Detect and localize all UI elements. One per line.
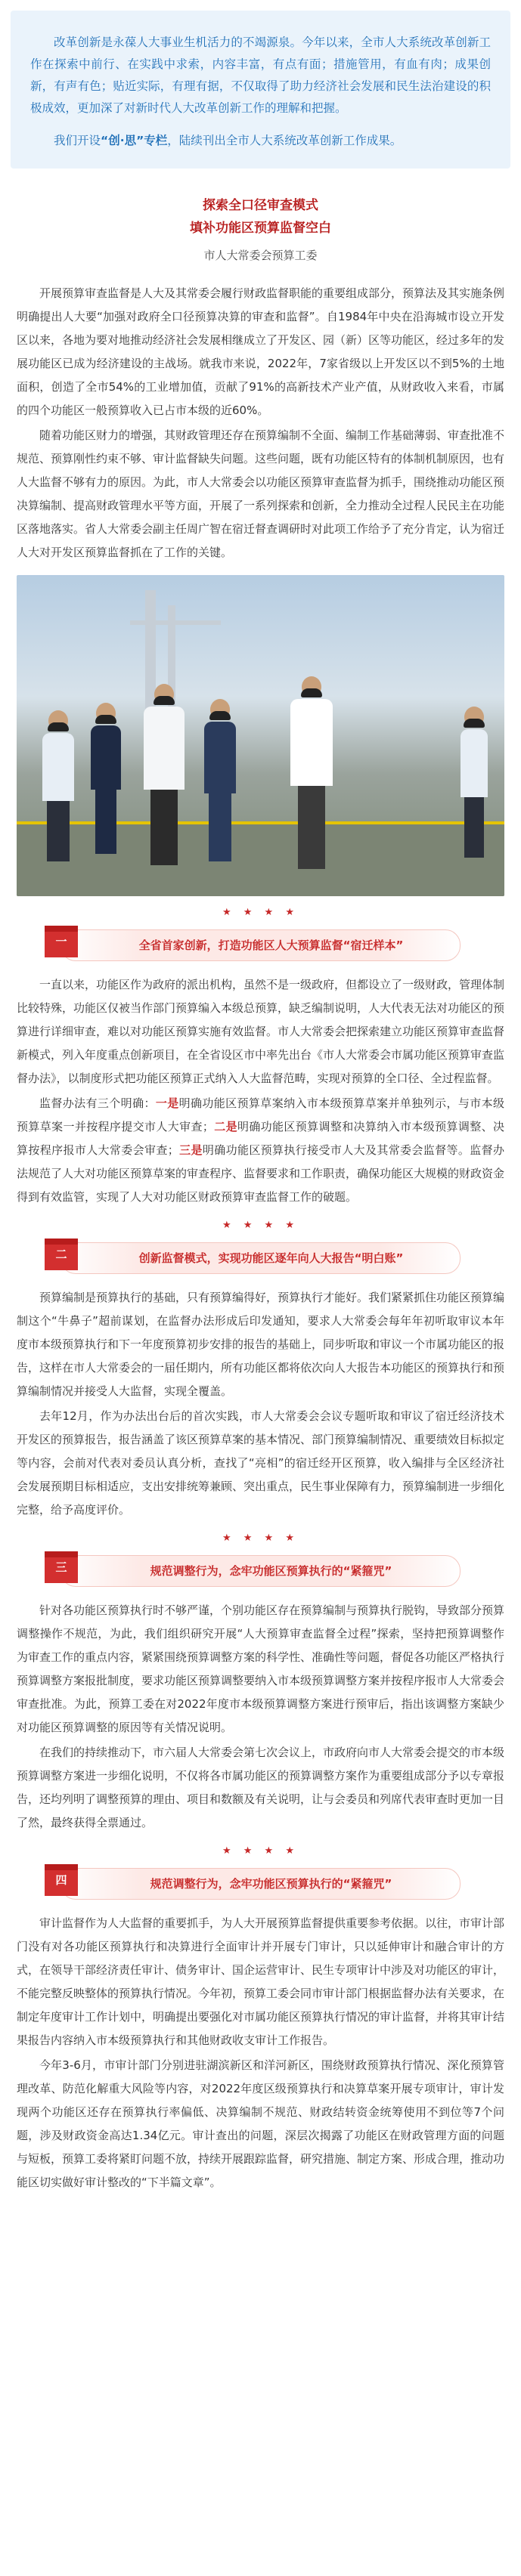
section-body-2 bbox=[0, 1286, 521, 1522]
section1-paragraph-2 bbox=[17, 1092, 504, 1209]
intro-note-suffix: ，陆续刊出全市人大系统改革创新工作成果。 bbox=[167, 134, 402, 147]
section-number-1: 一 bbox=[55, 935, 67, 948]
section-banner-2 bbox=[55, 1242, 461, 1274]
divider-stars: ★ ★ ★ ★ bbox=[222, 1220, 299, 1231]
section-body-3 bbox=[0, 1599, 521, 1835]
section4-paragraph-1: 审计监督作为人大监督的重要抓手，为人大开展预算监督提供重要参考依据。以往，市审计部门没有对各功能区预算执行和决算进行全面审计并开展专门审计，只以延伸审计和融合审计的方式，在领导干部经济责任审计、债务审计、国企运营审计、民生专项审计中涉及对功能区的审计，不能完整反映整体的预算执行情况。今年初，预算工委会同市审计部门根据监督办法有关要求，在制定年度审计工作计划中，明确提出要强化对市属功能区预算执行情况的审计监督，并将其审计结果报告内容纳入市本级预算执行和其他财政收支审计工作报告。 bbox=[17, 1916, 505, 2047]
lead-paragraph-1: 开展预算审查监督是人大及其常委会履行财政监督职能的重要组成部分，预算法及其实施条例明确提出人大要“加强对政府全口径预算决算的审查和监督”。自1984年中央在沿海城市设立开发区以来，各地为要对地推动经济社会发展相继成立了开发区、园（新）区等功能区，经过多年的发展功能区已成为经济建设的主战场。就我市来说，2022年，7家省级以上开发区以不到5%的土地面积，创造了全市54%的工业增加值，贡献了91%的高新技术产业产值，从财政收入来看，市属的四个功能区一般预算收入已占市本级的近60%。 bbox=[17, 286, 505, 417]
section-banner-3 bbox=[55, 1555, 461, 1587]
section-number-4: 四 bbox=[55, 1873, 67, 1887]
section1-paragraph-1: 一直以来，功能区作为政府的派出机构，虽然不是一级政府，但都设立了一级财政，管理体制比较特殊，功能区仅被当作部门预算编入本级总预算，缺乏编制说明，人大代表无法对功能区的预算进行详细审查，难以对功能区预算实施有效监督。市人大常委会把探索建立功能区预算审查监督新模式，列入年度重点创新项目，在全省设区市中率先出台《市人大常委会市属功能区预算审查监督办法》，以制度形式把功能区预算正式纳入人大监督范畴，实现对预算的全口径、全过程监督。 bbox=[17, 978, 505, 1085]
background-crane-icon bbox=[130, 620, 221, 625]
section4-paragraph-2: 今年3-6月，市审计部门分别进驻湖滨新区和洋河新区，围绕财政预算执行情况、深化预算管理改革、防范化解重大风险等内容，对2022年度区级预算执行和决算草案开展专项审计，审计发现两个功能区还存在预算执行率偏低、决算编制不规范、财政结转资金统筹使用不到位等7个问题，涉及财政资金高达1.34亿元。审计查出的问题，深层次揭露了功能区在财政管理方面的问题与短板，预算工委将紧盯问题不放，持续开展跟踪监督，研究措施、制定方案、形成合理，推动功能区切实做好审计整改的“下半篇文章”。 bbox=[17, 2058, 505, 2189]
section-heading-1: 全省首家创新，打造功能区人大预算监督“宿迁样本” bbox=[138, 939, 404, 952]
article-department: 市人大常委会预算工委 bbox=[203, 249, 318, 262]
flag-badge-icon bbox=[45, 1239, 82, 1278]
intro-column-note bbox=[30, 130, 491, 152]
person-figure-icon bbox=[289, 688, 334, 869]
point-one-text: 明确功能区预算草案纳入市本级预算草案并单独列示，与市本级预算草案一并按程序提交市人大审查； bbox=[17, 1096, 504, 1133]
divider-stars: ★ ★ ★ ★ bbox=[222, 907, 299, 918]
point-two-label: 二是 bbox=[213, 1120, 237, 1133]
person-figure-icon bbox=[88, 715, 123, 854]
section2-paragraph-1: 预算编制是预算执行的基础，只有预算编得好，预算执行才能好。我们紧紧抓住功能区预算编制这个“牛鼻子”超前谋划，在监督办法形成后印发通知，要求人大常委会每年年初听取审议本年度市本级预算执行和下一年度预算初步安排的报告的基础上，同步听取和审议一个市属功能区的报告，这样在市人大常委会的一届任期内，所有功能区都将依次向人大报告本功能区的预算执行和预算编制情况并接受人大监督，实现全覆盖。 bbox=[17, 1291, 505, 1398]
point-one-label: 一是 bbox=[155, 1096, 179, 1110]
person-figure-icon bbox=[202, 711, 238, 861]
section-body-1 bbox=[0, 973, 521, 1209]
person-figure-icon bbox=[39, 722, 77, 861]
intro-paragraph: 改革创新是永葆人大事业生机活力的不竭源泉。今年以来，全市人大系统改革创新工作在探索中前行、在实践中求索，内容丰富，有点有面；措施管用，有血有肉；成果创新，有声有色；贴近实际，有理有据，不仅取得了助力经济社会发展和民生法治建设的积极成效，更加深了对新时代人大改革创新工作的理解和把握。 bbox=[30, 36, 491, 115]
article-lead bbox=[0, 282, 521, 564]
section-heading-3: 规范调整行为，念牢功能区预算执行的“紧箍咒” bbox=[150, 1564, 392, 1578]
section-number-3: 三 bbox=[55, 1560, 67, 1574]
point-three-label: 三是 bbox=[178, 1143, 203, 1157]
flag-badge-icon bbox=[45, 1551, 82, 1591]
flag-badge-icon bbox=[45, 926, 82, 965]
person-figure-icon bbox=[141, 696, 187, 865]
section1-para2-lead: 监督办法有三个明确： bbox=[39, 1096, 156, 1110]
point-three-text: 明确功能区预算执行接受市人大及其常委会监督等。监督办法规范了人大对功能区预算草案的审查程序、监督要求和工作职责，确保功能区大规模的财政资金得到有效监管，实现了人大对功能区财政预算审查监督工作的破题。 bbox=[17, 1143, 505, 1204]
section-number-2: 二 bbox=[55, 1248, 67, 1261]
intro-note-prefix: 我们开设 bbox=[54, 134, 101, 147]
flag-badge-icon bbox=[45, 1864, 82, 1903]
article-title-block bbox=[0, 194, 521, 265]
section2-paragraph-2: 去年12月，作为办法出台后的首次实践，市人大常委会会议专题听取和审议了宿迁经济技术开发区的预算报告，报告涵盖了该区预算草案的基本情况、部门预算编制情况、重要绩效目标拟定等内容，会前对代表对委员认真分析，查找了“亮相”的宿迁经开区预算，收入编排与全区经济社会发展预期目标相适应，支出安排统筹兼顾、突出重点，民生事业保障有力，预算编制进一步细化完整，给予高度评价。 bbox=[17, 1409, 505, 1517]
news-photo bbox=[17, 575, 504, 896]
divider-stars: ★ ★ ★ ★ bbox=[222, 1845, 299, 1857]
section-banner-4 bbox=[55, 1868, 461, 1900]
page bbox=[0, 11, 521, 2576]
section-heading-4: 规范调整行为，念牢功能区预算执行的“紧箍咒” bbox=[150, 1877, 392, 1891]
section-heading-2: 创新监督模式，实现功能区逐年向人大报告“明白账” bbox=[138, 1251, 404, 1265]
section3-paragraph-1: 针对各功能区预算执行时不够严谨，个别功能区存在预算编制与预算执行脱钩，导致部分预算调整操作不规范，为此，我们组织研究开展“人大预算审查监督全过程”探索，坚持把预算调整作为审查工作的重点内容，紧紧围绕预算调整方案的科学性、准确性等问题，督促各功能区严格执行预算调整方案报批制度，要求功能区预算调整要纳入市本级预算调整方案并按程序报市人大常委会审查批准。为此，预算工委在对2022年度市本级预算调整方案进行预审后，指出该调整方案缺少对功能区预算调整的原因等有关情况说明。 bbox=[17, 1603, 505, 1734]
section-body-4 bbox=[0, 1912, 521, 2194]
person-figure-icon bbox=[459, 719, 489, 858]
divider-stars: ★ ★ ★ ★ bbox=[222, 1532, 299, 1544]
intro-box bbox=[11, 11, 510, 169]
column-name: “创·思”专栏 bbox=[101, 134, 168, 147]
point-two-text: 明确功能区预算调整和决算纳入市本级预算调整、决算按程序报市人大常委会审查； bbox=[17, 1120, 504, 1157]
lead-paragraph-2: 随着功能区财力的增强，其财政管理还存在预算编制不全面、编制工作基础薄弱、审查批准不规范、预算刚性约束不够、审计监督缺失问题。这些问题，既有功能区特有的体制机制原因，也有人大监督不够有力的原因。为此，市人大常委会以功能区预算审查监督为抓手，围绕推动功能区预决算编制、提高财政管理水平等方面，开展了一系列探索和创新，全力推动全过程人民民主在功能区落地落实。省人大常委会副主任周广智在宿迁督查调研时对此项工作给予了充分肯定，认为宿迁人大对开发区预算监督抓在了工作的关键。 bbox=[17, 428, 505, 559]
article-title-line1: 探索全口径审查模式 bbox=[203, 198, 318, 213]
section-banner-1 bbox=[55, 929, 461, 961]
article-title-line2: 填补功能区预算监督空白 bbox=[190, 221, 331, 236]
section3-paragraph-2: 在我们的持续推动下，市六届人大常委会第七次会议上，市政府向市人大常委会提交的市本级预算调整方案进一步细化说明，不仅将各市属功能区的预算调整方案作为重要组成部分予以专章报告，还均列明了调整预算的理由、项目和数额及有关说明，让与会委员和列席代表审查时更加一目了然，最终获得全票通过。 bbox=[17, 1746, 505, 1829]
